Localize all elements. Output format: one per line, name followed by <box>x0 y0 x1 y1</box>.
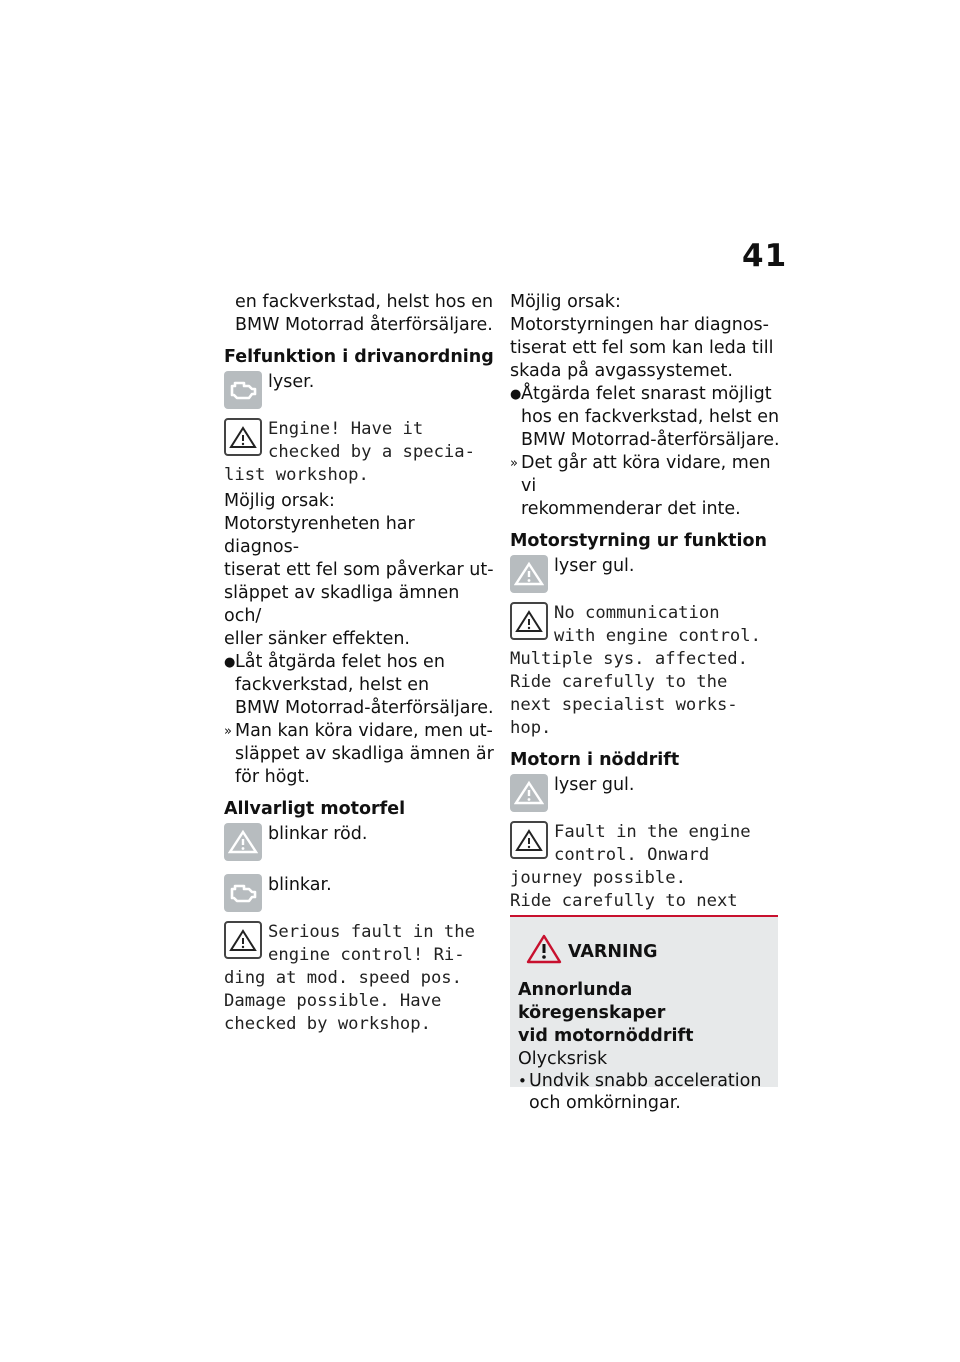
message-line: Ride carefully to next <box>510 891 738 911</box>
indicator-row <box>510 555 780 593</box>
warning-triangle-icon <box>224 418 262 456</box>
bullet-line: och omkörningar. <box>529 1093 681 1113</box>
message-line: ding at mod. speed pos. <box>224 968 462 988</box>
section-heading: Allvarligt motorfel <box>224 799 406 819</box>
warning-box <box>510 915 778 1113</box>
message-line: Fault in the engine <box>554 822 751 842</box>
indicator-text: lyser. <box>268 372 315 392</box>
bullet-icon: ● <box>224 655 236 670</box>
cause-text: tiserat ett fel som kan leda till <box>510 338 774 358</box>
message-line: control. Onward <box>554 845 710 865</box>
action-bullet <box>224 651 494 720</box>
bullet-line: Undvik snabb acceleration <box>529 1071 762 1091</box>
page-number: 41 <box>742 238 788 274</box>
result-line: släppet av skadliga ämnen är <box>235 744 494 764</box>
warning-risk: Olycksrisk <box>518 1049 608 1069</box>
bullet-icon: ● <box>510 387 522 402</box>
right-column <box>510 291 780 936</box>
section-heading: Motorn i nöddrift <box>510 750 680 770</box>
cause-text: Motorstyrningen har diagnos- <box>510 315 769 335</box>
warning-title <box>518 979 770 1048</box>
message-line: Serious fault in the <box>268 922 475 942</box>
message-line: engine control! Ri- <box>268 945 465 965</box>
bullet-line: fackverkstad, helst en <box>235 675 430 695</box>
indicator-row <box>224 874 494 912</box>
message-line: journey possible. <box>510 868 686 888</box>
result-item <box>510 452 780 521</box>
indicator-row <box>224 823 494 861</box>
result-line: Man kan köra vidare, men ut- <box>235 721 493 741</box>
message-line: Multiple sys. affected. <box>510 649 748 669</box>
result-arrow-icon: » <box>224 724 232 739</box>
indicator-text: blinkar. <box>268 875 332 895</box>
display-message <box>224 921 494 1036</box>
bullet-line: hos en fackverkstad, helst en <box>521 407 780 427</box>
continuation-line: en fackverkstad, helst hos en <box>235 292 494 312</box>
indicator-row <box>510 774 780 812</box>
warning-label: VARNING <box>568 941 658 962</box>
warning-triangle-icon <box>510 602 548 640</box>
cause-label: Möjlig orsak: <box>510 292 621 312</box>
bullet-icon: • <box>518 1072 527 1090</box>
continuation-line: BMW Motorrad återförsäljare. <box>235 315 493 335</box>
message-line: next specialist works- <box>510 695 738 715</box>
result-line: Det går att köra vidare, men vi <box>521 453 771 496</box>
message-line: Ride carefully to the <box>510 672 728 692</box>
message-line: checked by workshop. <box>224 1014 431 1034</box>
indicator-row <box>224 371 494 409</box>
warning-triangle-icon <box>224 921 262 959</box>
engine-check-icon <box>224 874 262 912</box>
warning-bullet <box>518 1070 770 1114</box>
result-arrow-icon: » <box>510 456 518 471</box>
bullet-line: Åtgärda felet snarast möjligt <box>521 384 772 404</box>
message-line: list workshop. <box>224 465 369 485</box>
message-line: No communication <box>554 603 720 623</box>
result-line: för högt. <box>235 767 310 787</box>
cause-text: släppet av skadliga ämnen och/ <box>224 583 460 626</box>
message-line: with engine control. <box>554 626 761 646</box>
bullet-line: Låt åtgärda felet hos en <box>235 652 445 672</box>
bullet-line: BMW Motorrad-återförsäljare. <box>235 698 494 718</box>
display-message <box>510 602 780 740</box>
warning-triangle-icon <box>510 821 548 859</box>
cause-text: Motorstyrenheten har diagnos- <box>224 514 415 557</box>
warning-triangle-icon <box>526 934 562 969</box>
cause-label: Möjlig orsak: <box>224 491 335 511</box>
message-line: hop. <box>510 718 552 738</box>
cause-text: eller sänker effekten. <box>224 629 410 649</box>
message-line: checked by a specia- <box>268 442 475 462</box>
display-message <box>224 418 494 487</box>
bullet-line: BMW Motorrad-återförsäljare. <box>521 430 780 450</box>
message-line: Damage possible. Have <box>224 991 442 1011</box>
action-bullet <box>510 383 780 452</box>
section-heading: Motorstyrning ur funktion <box>510 531 768 551</box>
engine-check-icon <box>224 371 262 409</box>
message-line: Engine! Have it <box>268 419 424 439</box>
warning-triangle-icon <box>510 555 548 593</box>
indicator-text: blinkar röd. <box>268 824 368 844</box>
result-line: rekommenderar det inte. <box>521 499 741 519</box>
section-heading: Felfunktion i drivanordning <box>224 347 494 367</box>
warning-title-line: Annorlunda köregenskaper <box>518 980 666 1023</box>
left-column <box>224 291 494 1036</box>
indicator-text: lyser gul. <box>554 775 635 795</box>
cause-text: skada på avgassystemet. <box>510 361 733 381</box>
warning-title-line: vid motornöddrift <box>518 1026 694 1046</box>
result-item <box>224 720 494 789</box>
cause-text: tiserat ett fel som påverkar ut- <box>224 560 494 580</box>
indicator-text: lyser gul. <box>554 556 635 576</box>
warning-triangle-icon <box>510 774 548 812</box>
warning-header <box>518 934 770 969</box>
warning-triangle-icon <box>224 823 262 861</box>
